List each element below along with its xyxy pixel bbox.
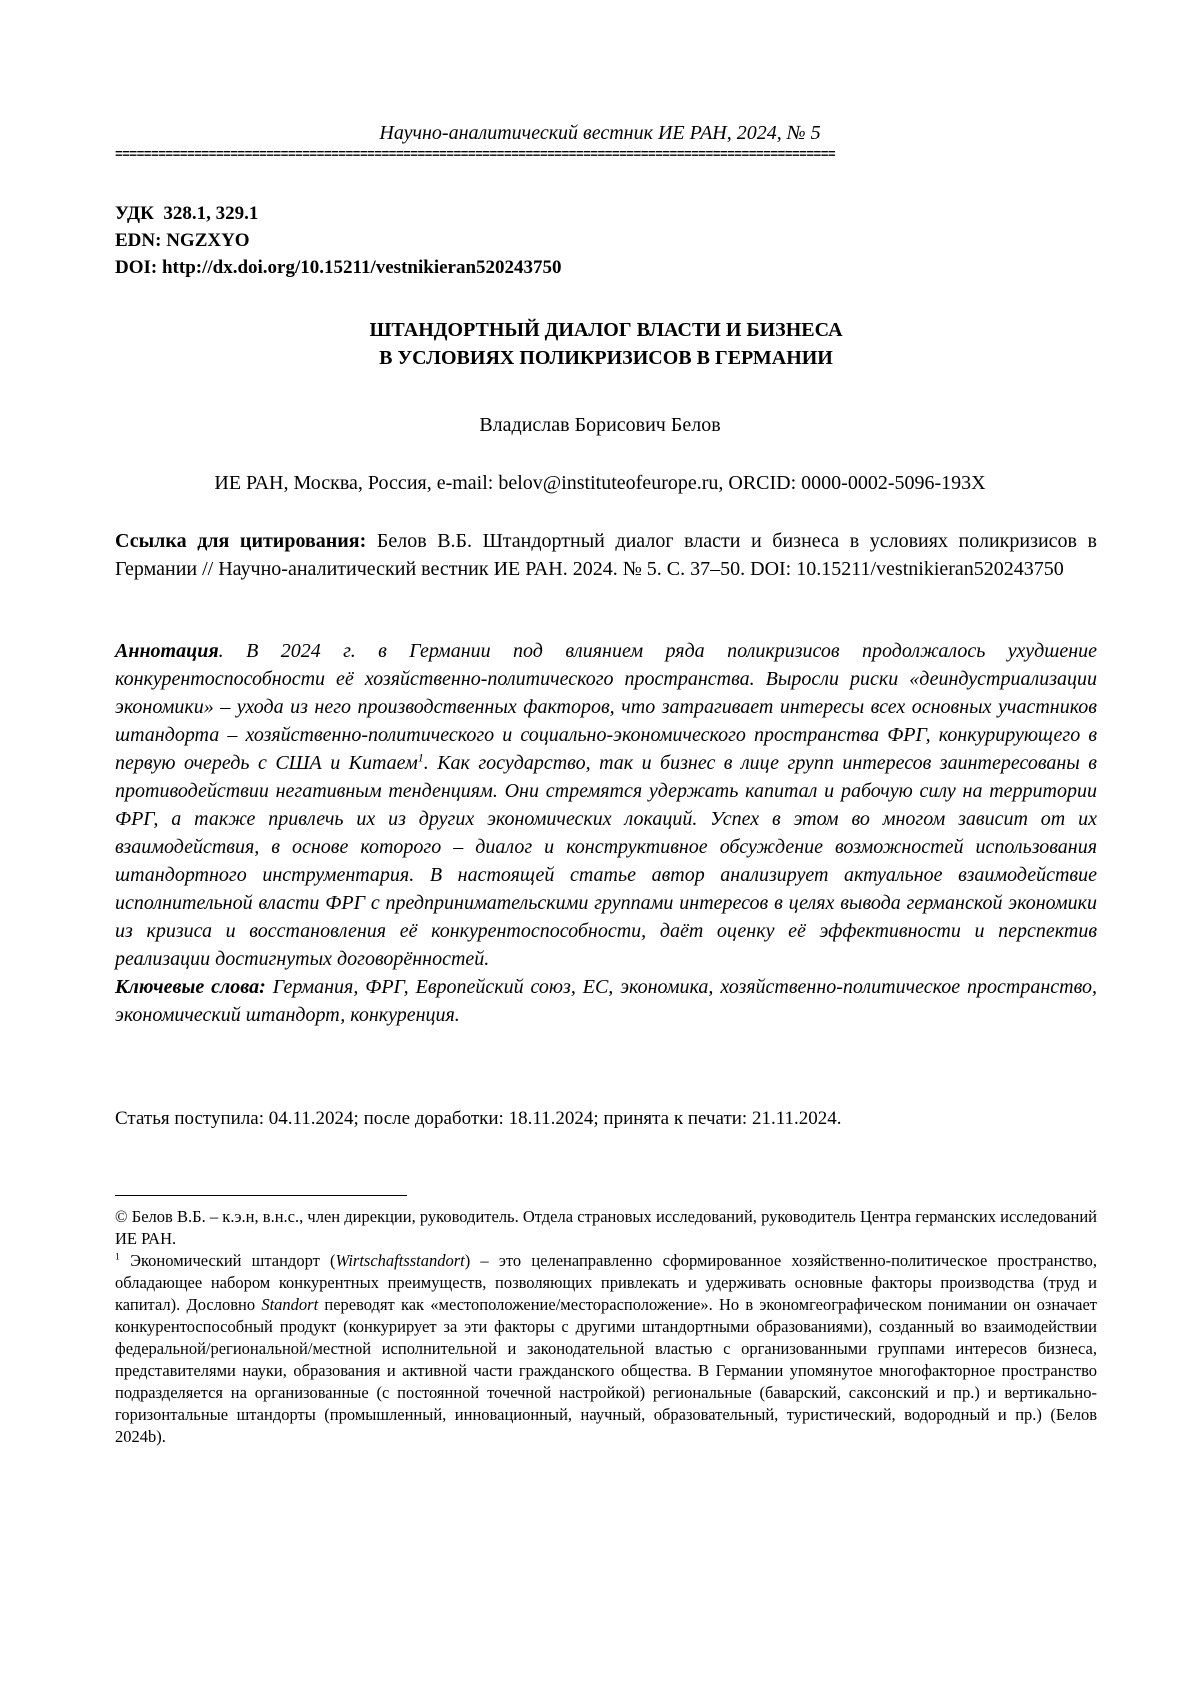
footnote-1-text-a: Экономический штандорт (	[119, 1251, 336, 1270]
abstract-label: Аннотация	[115, 640, 219, 662]
citation-text: Белов В.Б. Штандортный диалог власти и бизнеса в условиях поликризисов в Германии // Научно-аналитический вестник ИЕ РАН. 2024. № 5. С. 37–50. DOI: 10.15211/vestnikieran520243750	[115, 530, 1098, 580]
footnote-1-number: 1	[115, 1251, 120, 1263]
article-dates: Статья поступила: 04.11.2024; после доработки: 18.11.2024; принята к печати: 21.11.2024.	[115, 1108, 842, 1129]
edn-code: EDN: NGZXYO	[115, 230, 250, 251]
footnote-1	[115, 1250, 1097, 1448]
abstract-text-part1: . В 2024 г. в Германии под влиянием ряда поликризисов продолжалось ухудшение конкурентоспособности её хозяйственно-политического пространства. Выросли риски «деиндустриализации экономики» – ухода из него производственных факторов, что затрагивает интересы всех основных участников штандорта – хозяйственно-политического и социально-экономического пространства ФРГ, конкурирующего в первую очередь с США и Китаем	[115, 640, 1097, 774]
title-line-1: ШТАНДОРТНЫЙ ДИАЛОГ ВЛАСТИ И БИЗНЕСА	[369, 319, 843, 341]
footnote-1-term-wirtschaftsstandort: Wirtschaftsstandort	[335, 1251, 465, 1270]
article-title	[115, 316, 1097, 372]
keywords-text: Германия, ФРГ, Европейский союз, ЕС, экономика, хозяйственно-политическое пространство, экономический штандорт, конкуренция.	[115, 976, 1098, 1026]
article-metadata	[115, 200, 562, 281]
copyright-note: © Белов В.Б. – к.э.н, в.н.с., член дирекции, руководитель. Отдела страновых исследований, руководитель Центра германских исследований ИЕ РАН.	[115, 1207, 1097, 1248]
footnotes	[115, 1206, 1097, 1448]
abstract-text-part2: . Как государство, так и бизнес в лице групп интересов заинтересованы в противодействии негативным тенденциям. Они стремятся удержать капитал и рабочую силу на территории ФРГ, а также привлечь их из других экономических локаций. Успех в этом во многом зависит от их взаимодействия, в основе которого – диалог и конструктивное обсуждение возможностей использования штандортного инструментария. В настоящей статье автор анализирует актуальное взаимодействие исполнительной власти ФРГ с предпринимательскими группами интересов в целях вывода германской экономики из кризиса и восстановления её конкурентоспособности, даёт оценку её эффективности и перспектив реализации достигнутых договорённостей.	[115, 752, 1097, 970]
footnote-1-term-standort: Standort	[261, 1295, 319, 1314]
header-separator: ====================================================================================================	[115, 150, 836, 160]
footnote-ref-1[interactable]: 1	[417, 750, 424, 765]
author-name: Владислав Борисович Белов	[479, 414, 721, 436]
author-affiliation: ИЕ РАН, Москва, Россия, e-mail: belov@instituteofeurope.ru, ORCID: 0000-0002-5096-193X	[214, 472, 986, 494]
citation-block	[115, 527, 1097, 583]
journal-running-head: Научно-аналитический вестник ИЕ РАН, 2024, № 5	[379, 122, 821, 144]
citation-label: Ссылка для цитирования:	[115, 530, 367, 552]
footnote-1-text-c: переводят как «местоположение/месторасположение». Но в экономгеографическом понимании он означает конкурентоспособный продукт (конкурирует за эти факторы с другими штандортными образованиями), созданный во взаимодействии федеральной/региональной/местной исполнительной и законодательной властью с организованными группами интересов бизнеса, представителями науки, образования и активной части гражданского общества. В Германии упомянутое многофакторное пространство подразделяется на организованные (с постоянной точечной настройкой) региональные (баварский, саксонский и пр.) и вертикально-горизонтальные штандорты (промышленный, инновационный, научный, образовательный, туристический, водородный и пр.) (Белов 2024b).	[115, 1295, 1097, 1446]
title-line-2: В УСЛОВИЯХ ПОЛИКРИЗИСОВ В ГЕРМАНИИ	[379, 347, 833, 369]
keywords-label: Ключевые слова:	[115, 976, 266, 998]
footnote-separator	[115, 1195, 407, 1196]
doi-link[interactable]: DOI: http://dx.doi.org/10.15211/vestnikieran520243750	[115, 257, 562, 278]
footnote-1-text-b: ) – это целенаправленно сформированное хозяйственно-политическое пространство, обладающее набором конкурентных преимуществ, позволяющих привлекать и удерживать основные факторы производства (труд и капитал). Дословно	[115, 1251, 1097, 1314]
abstract-block	[115, 637, 1097, 1029]
udk-code: УДК 328.1, 329.1	[115, 203, 259, 224]
